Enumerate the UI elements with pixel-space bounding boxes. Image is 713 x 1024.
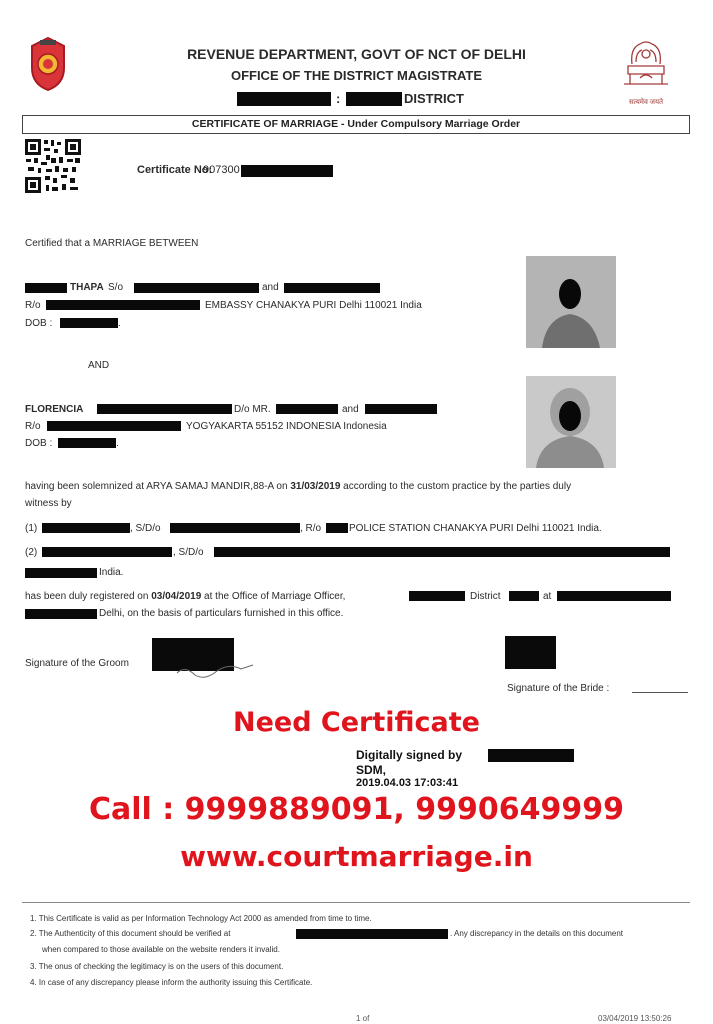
footnote-3: 3. The onus of checking the legitimacy is on the users of this document. <box>30 962 284 971</box>
groom-residence-label: R/o <box>25 300 41 311</box>
groom-photo <box>526 256 616 348</box>
redacted-witness-2-name <box>42 547 172 557</box>
redacted-groom-name <box>25 283 67 293</box>
redacted-witness-1-parent <box>170 523 300 533</box>
footnote-1: 1. This Certificate is valid as per Information Technology Act 2000 as amended from time to time. <box>30 914 372 923</box>
witness-by-text: witness by <box>25 498 72 509</box>
redacted-groom-father <box>134 283 259 293</box>
bride-signature-label: Signature of the Bride : <box>507 683 610 694</box>
district-separator: : <box>336 91 341 106</box>
witness-1-residence-label: , R/o <box>300 523 322 534</box>
redacted-verification-url <box>296 929 448 939</box>
footnote-2-tail: . Any discrepancy in the details on this document <box>450 929 623 938</box>
bride-signature-line <box>632 692 688 693</box>
solemnized-text-1: having been solemnized at ARYA SAMAJ MANDIR,88-A on <box>25 481 291 492</box>
groom-dob-end: . <box>118 318 121 329</box>
website-banner: www.courtmarriage.in <box>180 840 533 873</box>
groom-signature-label: Signature of the Groom <box>25 658 129 669</box>
digital-sign-timestamp: 2019.04.03 17:03:41 <box>356 777 459 789</box>
redacted-groom-mother <box>284 283 380 293</box>
registered-at: at <box>543 591 552 602</box>
bride-residence-label: R/o <box>25 421 41 432</box>
department-title: REVENUE DEPARTMENT, GOVT OF NCT OF DELHI <box>187 46 526 62</box>
bride-and: and <box>342 404 359 415</box>
digital-sign-line-1: Digitally signed by <box>356 748 463 762</box>
registered-date: 03/04/2019 <box>151 591 202 602</box>
registered-text-2: at the Office of Marriage Officer, <box>201 591 346 602</box>
registered-text-1: has been duly registered on <box>25 591 152 602</box>
qr-code-icon <box>24 138 82 194</box>
redacted-bride-address <box>47 421 181 431</box>
certificate-title-bar <box>22 115 690 134</box>
print-timestamp: 03/04/2019 13:50:26 <box>598 1014 672 1023</box>
groom-address: EMBASSY CHANAKYA PURI Delhi 110021 India <box>205 300 422 311</box>
solemnized-date: 31/03/2019 <box>290 481 341 492</box>
bride-address: YOGYAKARTA 55152 INDONESIA Indonesia <box>186 421 387 432</box>
groom-relation: S/o <box>108 282 124 293</box>
solemnized-text-2: according to the custom practice by the parties duly <box>340 481 572 492</box>
groom-surname: THAPA <box>70 282 104 293</box>
groom-dob-label: DOB : <box>25 318 53 329</box>
national-emblem-icon <box>610 34 682 110</box>
intro-text: Certified that a MARRIAGE BETWEEN <box>25 238 199 249</box>
emblem-caption: सत्यमेव जयते <box>628 99 664 106</box>
certificate-title: CERTIFICATE OF MARRIAGE <box>191 118 339 130</box>
registered-district-label: District <box>470 591 501 602</box>
redacted-witness-2-address <box>25 568 97 578</box>
redacted-registered-location <box>557 591 671 601</box>
witness-2-relation: , S/D/o <box>173 547 204 558</box>
footnote-4: 4. In case of any discrepancy please inform the authority issuing this Certificate. <box>30 978 313 987</box>
redacted-groom-address <box>46 300 200 310</box>
redacted-groom-dob <box>60 318 118 328</box>
certificate-number-value: 907300 <box>203 164 240 176</box>
redacted-bride-father <box>276 404 338 414</box>
certificate-subtitle: - Under Compulsory Marriage Order <box>338 118 521 130</box>
witness-1-address: POLICE STATION CHANAKYA PURI Delhi 110021 India. <box>349 523 602 534</box>
need-certificate-banner: Need Certificate <box>232 707 480 738</box>
groom-and: and <box>262 282 279 293</box>
page-number: 1 of <box>356 1014 370 1023</box>
digital-sign-line-2: SDM, <box>356 763 386 777</box>
registered-text-3: Delhi, on the basis of particulars furnished in this office. <box>99 608 344 619</box>
groom-signature-scribble <box>175 655 255 681</box>
redacted-registered-location-2 <box>25 609 97 619</box>
redacted-witness-1-name <box>42 523 130 533</box>
redacted-witness-2-parent <box>214 547 670 557</box>
bride-relation: D/o MR. <box>234 404 271 415</box>
redacted-bride-mother <box>365 404 437 414</box>
office-title: OFFICE OF THE DISTRICT MAGISTRATE <box>230 68 483 83</box>
bride-dob-end: . <box>116 438 119 449</box>
district-label: DISTRICT <box>404 91 464 106</box>
bride-photo <box>526 376 616 468</box>
left-seal-icon <box>24 34 72 94</box>
footnote-2-continued: when compared to those available on the website renders it invalid. <box>42 945 280 954</box>
redacted-witness-1-address <box>326 523 348 533</box>
witness-2-number: (2) <box>25 547 38 558</box>
registered-line <box>25 591 345 602</box>
redacted-marriage-officer <box>409 591 465 601</box>
certificate-number-label: Certificate No: <box>137 164 213 176</box>
witness-1-number: (1) <box>25 523 38 534</box>
footnotes-divider <box>22 902 690 903</box>
footnote-2: 2. The Authenticity of this document should be verified at <box>30 929 231 938</box>
redacted-signer-name <box>488 749 574 762</box>
and-separator: AND <box>88 360 110 371</box>
witness-2-end: India. <box>99 567 124 578</box>
redacted-registered-district <box>509 591 539 601</box>
call-numbers-banner: Call : 9999889091, 9990649999 <box>88 792 625 827</box>
solemnized-line <box>25 481 571 492</box>
bride-name: FLORENCIA <box>25 404 84 415</box>
redacted-district-name <box>237 92 331 106</box>
redacted-bride-name <box>97 404 232 414</box>
redacted-bride-dob <box>58 438 116 448</box>
witness-1-relation: , S/D/o <box>130 523 161 534</box>
redacted-district-name-2 <box>346 92 402 106</box>
redacted-certificate-number <box>241 165 333 177</box>
redacted-bride-signature <box>505 636 556 669</box>
bride-dob-label: DOB : <box>25 438 53 449</box>
